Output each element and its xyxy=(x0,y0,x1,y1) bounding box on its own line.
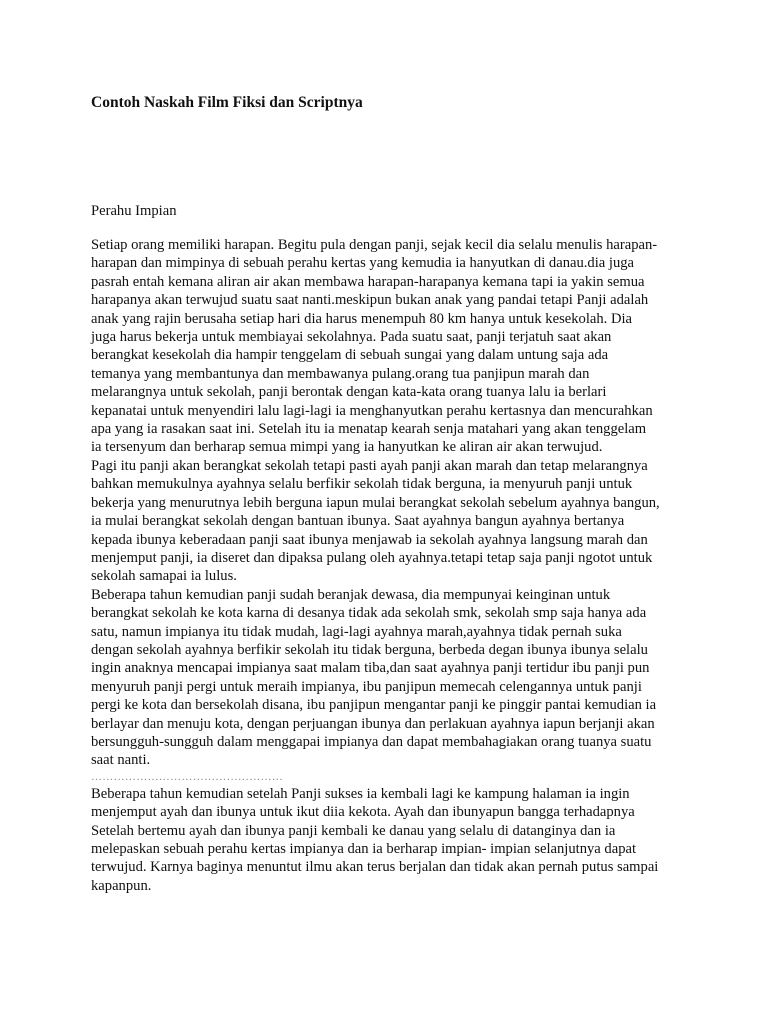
section-separator: …………………………………………… xyxy=(91,770,284,783)
story-title: Perahu Impian xyxy=(91,203,177,219)
final-paragraph: Beberapa tahun kemudian setelah Panji sukses ia kembali lagi ke kampung halaman ia ingin menjemput ayah dan ibunya untuk ikut diia kekota. Ayah dan ibunyapun bangga terhadapnya Setelah bertemu ayah dan ibunya panji kembali ke danau yang selalu di datanginya dan ia melepaskan sebuah perahu kertas impianya dan ia berharap impian- impian selanjutnya dapat terwujud. Karnya baginya menuntut ilmu akan terus berjalan dan tidak akan pernah putus sampai kapanpun. xyxy=(91,785,659,894)
story-paragraph: Pagi itu panji akan berangkat sekolah tetapi pasti ayah panji akan marah dan tetap melarangnya bahkan memukulnya ayahnya selalu berfikir sekolah tidak berguna, ia menyuruh panji untuk bekerja yang menurutnya lebih berguna iapun mulai berangkat sekolah sebelum ayahnya bangun, ia mulai berangkat sekolah dengan bantuan ibunya. Saat ayahnya bangun ayahnya bertanya kepada ibunya keberadaan panji saat ibunya menjawab ia sekolah ayahnya langsung marah dan menjemput panji, ia diseret dan dipaksa pulang oleh ayahnya.tetapi tetap saja panji ngotot untuk sekolah samapai ia lulus. xyxy=(91,457,660,585)
story-paragraph: Beberapa tahun kemudian panji sudah beranjak dewasa, dia mempunyai keinginan untuk berangkat sekolah ke kota karna di desanya tidak ada sekolah smk, sekolah smp saja hanya ada satu, namun impianya itu tidak mudah, lagi-lagi ayahnya marah,ayahnya tidak pernah suka dengan sekolah ayahnya berfikir sekolah itu tidak berguna, berbeda degan ibunya ibunya selalu ingin anaknya mencapai impianya saat malam tiba,dan saat ayahnya panji tertidur ibu panji pun menyuruh panji pergi untuk meraih impianya, ibu panjipun memecah celengannya untuk panji pergi ke kota dan bersekolah disana, ibu panjipun mengantar panji ke pinggir pantai kemudian ia berlayar dan menuju kota, dengan perjuangan ibunya dan perlakuan ayahnya iapun berjanji akan bersungguh-sungguh dalam menggapai impianya dan dapat membahagiakan orang tuanya suatu saat nanti. xyxy=(91,586,657,769)
story-paragraph: Setiap orang memiliki harapan. Begitu pula dengan panji, sejak kecil dia selalu menulis harapan- harapan dan mimpinya di sebuah perahu kertas yang kemudia ia hanyutkan di danau.dia juga pasrah entah kemana aliran air akan membawa harapan-harapanya kemana tapi ia yakin semua harapanya akan terwujud suatu saat nanti.meskipun bukan anak yang pandai tetapi Panji adalah anak yang rajin berusaha setiap hari dia harus menempuh 80 km hanya untuk kesekolah. Dia juga harus bekerja untuk membiayai sekolahnya. Pada suatu saat, panji terjatuh saat akan berangkat kesekolah dia hampir tenggelam di sebuah sungai yang dalam untung saja ada temanya yang membantunya dan membawanya pulang.orang tua panjipun marah dan melarangnya untuk sekolah, panji berontak dengan kata-kata orang tuanya lalu ia berlari kepanatai untuk menyendiri lalu lagi-lagi ia menghanyutkan perahu kertasnya dan mencurahkan apa yang ia rasakan saat ini. Setelah itu ia menatap kearah senja matahari yang akan tenggelam ia tersenyum dan berharap semua mimpi yang ia hanyutkan ke aliran air akan terwujud. xyxy=(91,237,658,456)
document-title: Contoh Naskah Film Fiksi dan Scriptnya xyxy=(91,94,363,111)
story-body xyxy=(91,236,691,895)
